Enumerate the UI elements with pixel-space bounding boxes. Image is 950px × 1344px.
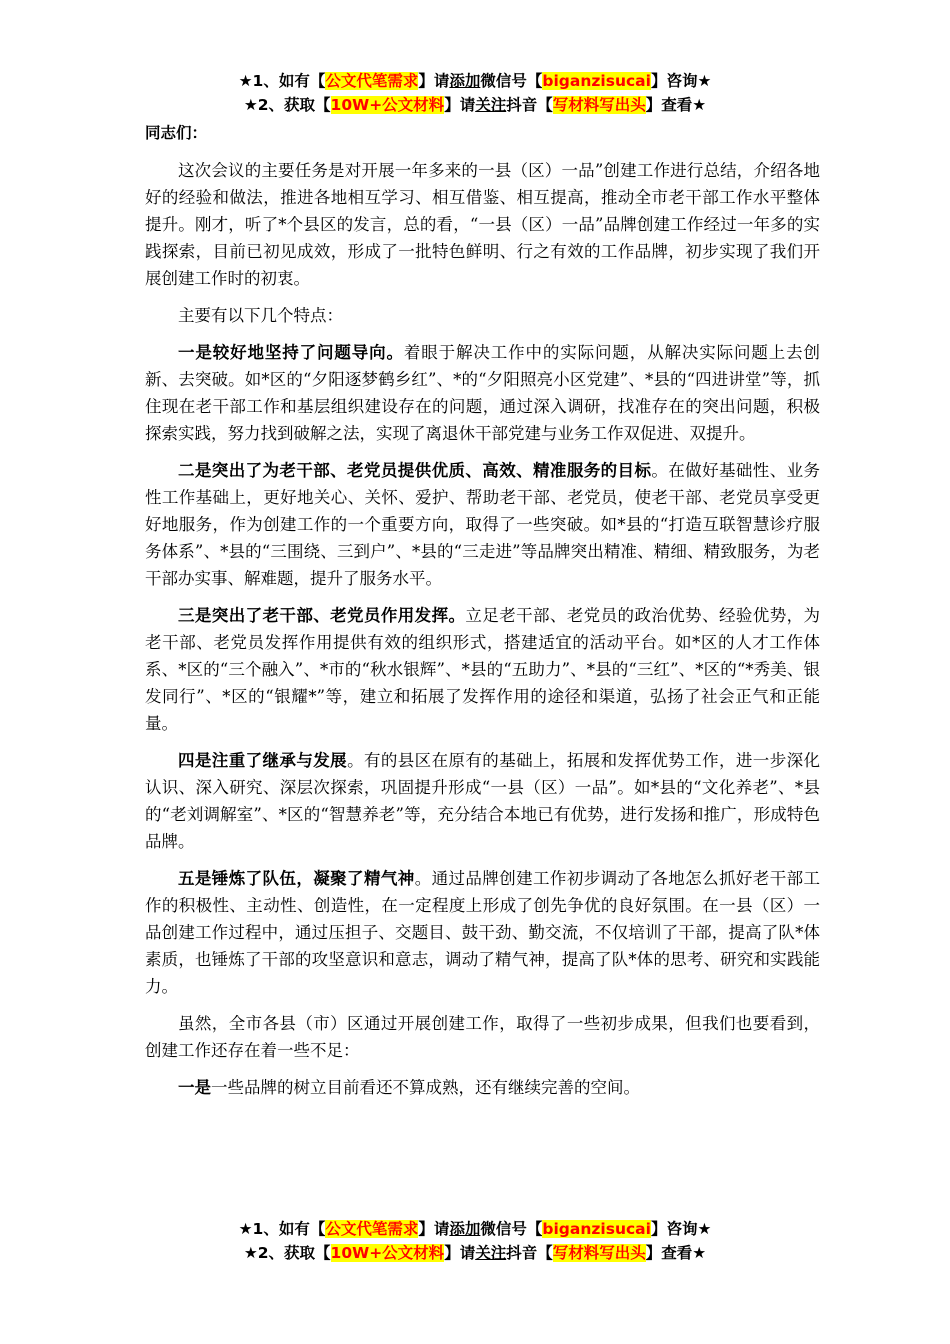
promo-text: 】查看★ <box>645 1244 707 1262</box>
paragraph-lead: 一是较好地坚持了问题导向。 <box>178 343 404 362</box>
paragraph <box>145 1074 820 1101</box>
paragraph-text: 。有的县区在原有的基础上，拓展和发挥优势工作，进一步深化认识、深入研究、深层次探索，巩固提升形成“一县（区）一品”。如*县的“文化养老”、*县的“老刘调解室”、*区的“智慧养老”等，充分结合本地已有优势，进行发扬和推广，形成特色品牌。 <box>145 751 821 851</box>
promo-line-top-1 <box>0 69 950 93</box>
promo-text: 】咨询★ <box>650 72 712 90</box>
promo-douyin-id: 写材料写出头 <box>552 96 646 114</box>
speech-body <box>145 157 820 1111</box>
salutation: 同志们： <box>145 124 208 142</box>
paragraph <box>145 457 820 592</box>
paragraph-text: 立足老干部、老党员的政治优势、经验优势，为老干部、老党员发挥作用提供有效的组织形式，搭建适宜的活动平台。如*区的人才工作体系、*区的“三个融入”、*市的“秋水银辉”、*县的“五助力”、*县的“三红”、*区的“*秀美、银发同行”、*区的“银耀*”等，建立和拓展了发挥作用的途径和渠道，弘扬了社会正气和正能量。 <box>145 606 821 733</box>
paragraph-lead: 四是注重了继承与发展 <box>178 751 348 770</box>
promo-text: 】请 <box>444 96 476 114</box>
paragraph <box>145 302 820 329</box>
promo-wechat-id: biganzisucai <box>542 1220 651 1238</box>
promo-text: 】请 <box>444 1244 476 1262</box>
promo-underlined: 添加 <box>449 1220 481 1238</box>
promo-underlined: 关注 <box>475 96 507 114</box>
promo-text: 】咨询★ <box>650 1220 712 1238</box>
promo-line-bottom-1 <box>0 1217 950 1241</box>
promo-underlined: 添加 <box>449 72 481 90</box>
promo-text: ★2、获取【 <box>243 1244 331 1262</box>
promo-line-bottom-2 <box>0 1241 950 1265</box>
promo-line-top-2 <box>0 93 950 117</box>
paragraph <box>145 865 820 1000</box>
paragraph <box>145 157 820 292</box>
paragraph-lead: 一是 <box>178 1078 211 1097</box>
paragraph-text: 一些品牌的树立目前看还不算成熟，还有继续完善的空间。 <box>211 1078 640 1097</box>
paragraph-lead: 二是突出了为老干部、老党员提供优质、高效、精准服务的目标 <box>178 461 652 480</box>
promo-highlight: 公文代笔需求 <box>325 72 419 90</box>
paragraph-text: 主要有以下几个特点： <box>178 306 343 325</box>
promo-douyin-id: 写材料写出头 <box>552 1244 646 1262</box>
paragraph-text: 着眼于解决工作中的实际问题，从解决实际问题上去创新、去突破。如*区的“夕阳逐梦鹤乡红”、*的“夕阳照亮小区党建”、*县的“四进讲堂”等，抓住现在老干部工作和基层组织建设存在的问题，通过深入调研，找准存在的突出问题，积极探索实践，努力找到破解之法，实现了离退休干部党建与业务工作双促进、双提升。 <box>145 343 820 443</box>
promo-highlight: 公文代笔需求 <box>325 1220 419 1238</box>
promo-text: ★2、获取【 <box>243 96 331 114</box>
promo-text: 微信号【 <box>480 72 543 90</box>
promo-underlined: 关注 <box>475 1244 507 1262</box>
paragraph-text: 虽然，全市各县（市）区通过开展创建工作，取得了一些初步成果，但我们也要看到，创建工作还存在着一些不足： <box>145 1014 820 1060</box>
promo-text: 】请 <box>418 1220 450 1238</box>
promo-highlight: 10W+公文材料 <box>330 96 445 114</box>
paragraph-lead: 五是锤炼了队伍，凝聚了精气神 <box>178 869 415 888</box>
promo-text: 微信号【 <box>480 1220 543 1238</box>
promo-wechat-id: biganzisucai <box>542 72 651 90</box>
promo-highlight: 10W+公文材料 <box>330 1244 445 1262</box>
paragraph <box>145 747 820 855</box>
promo-text: ★1、如有【 <box>238 1220 326 1238</box>
promo-text: 抖音【 <box>506 1244 553 1262</box>
paragraph-text: 这次会议的主要任务是对开展一年多来的一县（区）一品”创建工作进行总结，介绍各地好的经验和做法，推进各地相互学习、相互借鉴、相互提高，推动全市老干部工作水平整体提升。刚才，听了*个县区的发言，总的看，“一县（区）一品”品牌创建工作经过一年多的实践探索，目前已初见成效，形成了一批特色鲜明、行之有效的工作品牌，初步实现了我们开展创建工作时的初衷。 <box>145 161 820 288</box>
promo-text: ★1、如有【 <box>238 72 326 90</box>
promo-text: 】请 <box>418 72 450 90</box>
paragraph <box>145 339 820 447</box>
paragraph-text: 。通过品牌创建工作初步调动了各地怎么抓好老干部工作的积极性、主动性、创造性，在一定程度上形成了创先争优的良好氛围。在一县（区）一品创建工作过程中，通过压担子、交题目、鼓干劲、勤交流，不仅培训了干部，提高了队*体素质，也锤炼了干部的攻坚意识和意志，调动了精气神，提高了队*体的思考、研究和实践能力。 <box>145 869 821 996</box>
paragraph-lead: 三是突出了老干部、老党员作用发挥。 <box>178 606 466 625</box>
promo-text: 抖音【 <box>506 96 553 114</box>
paragraph <box>145 1010 820 1064</box>
paragraph-text: 。在做好基础性、业务性工作基础上，更好地关心、关怀、爱护、帮助老干部、老党员，使老干部、老党员享受更好地服务，作为创建工作的一个重要方向，取得了一些突破。如*县的“打造互联智慧诊疗服务体系”、*县的“三围绕、三到户”、*县的“三走进”等品牌突出精准、精细、精致服务，为老干部办实事、解难题，提升了服务水平。 <box>145 461 821 588</box>
paragraph <box>145 602 820 737</box>
promo-text: 】查看★ <box>645 96 707 114</box>
